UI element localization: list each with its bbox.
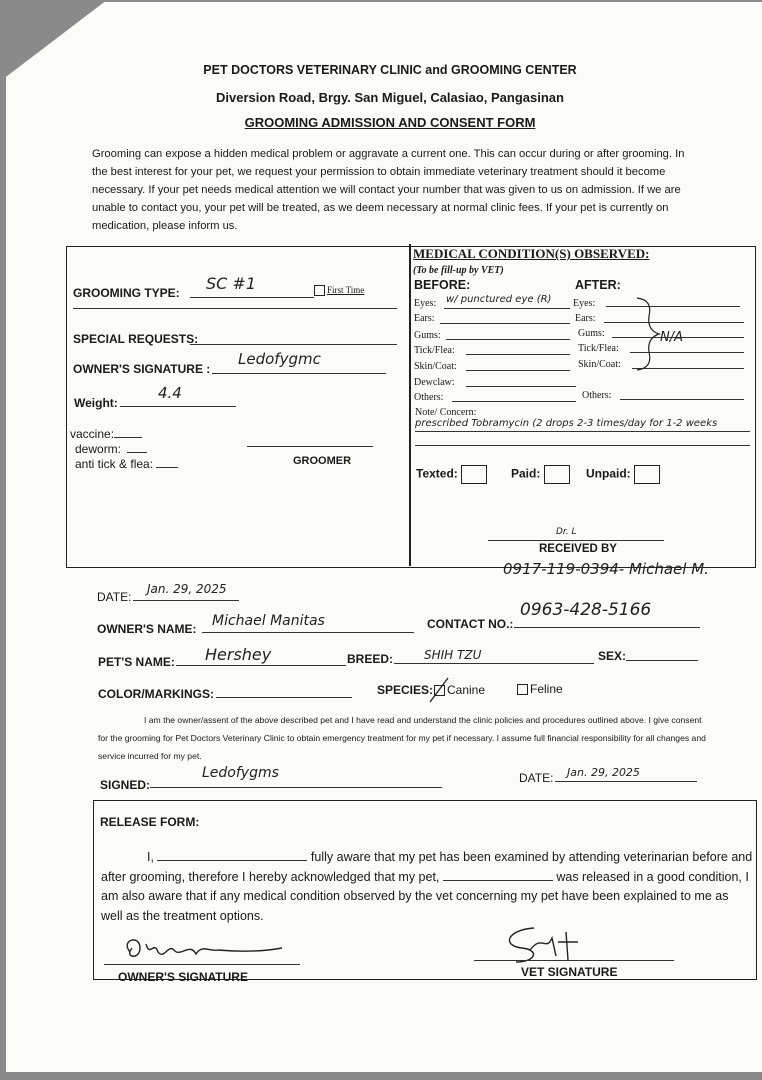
vaccine-line[interactable]	[114, 437, 142, 438]
dewclaw-label: Dewclaw:	[414, 377, 455, 388]
vaccine-label: vaccine:	[70, 427, 115, 441]
ears-before-line[interactable]	[440, 323, 570, 324]
breed-line	[394, 663, 594, 664]
feline-checkbox[interactable]	[517, 684, 528, 695]
sex-label: SEX:	[598, 649, 627, 663]
owner-sig-line	[104, 964, 300, 965]
tick-after-label: Tick/Flea:	[578, 343, 619, 354]
paid-checkbox[interactable]	[544, 465, 570, 484]
owner-signature-value: Ledofygmc	[238, 350, 321, 368]
after-label: AFTER:	[575, 278, 621, 292]
color-label: COLOR/MARKINGS:	[98, 687, 214, 701]
ears-before-label: Ears:	[414, 313, 435, 324]
contact-line	[514, 627, 700, 628]
box-divider	[409, 244, 411, 566]
grooming-type-label: GROOMING TYPE:	[73, 286, 180, 300]
date2-value[interactable]: Jan. 29, 2025	[567, 766, 640, 779]
skin-before-label: Skin/Coat:	[414, 361, 457, 372]
date-line	[133, 600, 239, 601]
owner-sig-label: OWNER'S SIGNATURE	[118, 970, 248, 984]
ears-after-label: Ears:	[575, 313, 596, 324]
vaccine-field	[70, 427, 142, 441]
texted-field	[416, 465, 487, 484]
tick-before-line[interactable]	[466, 354, 570, 355]
contact-label: CONTACT NO.:	[427, 617, 514, 631]
groomer-line	[247, 446, 373, 447]
weight-label: Weight:	[74, 396, 118, 410]
owner-signature-label: OWNER'S SIGNATURE :	[73, 362, 211, 376]
others-after-label: Others:	[582, 390, 612, 401]
date-value[interactable]: Jan. 29, 2025	[147, 582, 227, 596]
vet-sig-label: VET SIGNATURE	[521, 965, 618, 979]
signed-label: SIGNED:	[100, 778, 151, 792]
eyes-before-label: Eyes:	[414, 298, 437, 309]
gums-after-label: Gums:	[578, 328, 605, 339]
form-title: GROOMING ADMISSION AND CONSENT FORM	[244, 115, 536, 130]
skin-before-line[interactable]	[466, 370, 570, 371]
texted-checkbox[interactable]	[461, 465, 487, 484]
sex-line[interactable]	[626, 660, 698, 661]
feline-option[interactable]	[517, 682, 563, 696]
medical-title: MEDICAL CONDITION(S) OBSERVED:	[413, 246, 650, 261]
note-label: Note/ Concern:	[415, 407, 477, 418]
deworm-line[interactable]	[127, 452, 147, 453]
eyes-after-label: Eyes:	[573, 298, 596, 309]
breed-value[interactable]: SHIH TZU	[424, 648, 482, 662]
dewclaw-line[interactable]	[466, 386, 576, 387]
vet-release-signature	[496, 922, 596, 968]
medical-subtitle: (To be fill-up by VET)	[413, 265, 504, 276]
color-line[interactable]	[216, 697, 352, 698]
tick-before-label: Tick/Flea:	[414, 345, 455, 356]
release-title: RELEASE FORM:	[100, 815, 200, 829]
release-p2: fully aware that my pet has been examined by attending veterinarian before and after grooming, therefore I hereby acknowledged that my pet,	[101, 850, 753, 884]
others-after-line[interactable]	[620, 399, 744, 400]
received-by-value: Dr. L	[556, 527, 577, 537]
deworm-field	[75, 442, 147, 456]
clinic-name: PET DOCTORS VETERINARY CLINIC and GROOMING CENTER	[203, 63, 577, 77]
grooming-type-line	[190, 295, 314, 298]
owner-name-label: OWNER'S NAME:	[97, 622, 197, 636]
release-pet-line[interactable]	[443, 880, 553, 881]
vet-sig-line	[474, 960, 674, 961]
release-i: I,	[147, 850, 154, 864]
eyes-before-line	[444, 308, 570, 309]
date2-line	[555, 781, 697, 782]
eyes-before-value[interactable]: w/ punctured eye (R)	[446, 294, 552, 305]
first-time-label: First Time	[327, 285, 365, 295]
release-name-line[interactable]	[157, 860, 307, 861]
antitick-label: anti tick & flea:	[75, 457, 154, 471]
note-value[interactable]: prescribed Tobramycin (2 drops 2-3 times/day for 1-2 weeks	[415, 418, 718, 429]
pet-name-label: PET'S NAME:	[98, 655, 175, 669]
weight-line	[120, 406, 236, 407]
feline-label: Feline	[530, 682, 563, 696]
unpaid-checkbox[interactable]	[634, 465, 660, 484]
received-by-label: RECEIVED BY	[539, 543, 617, 555]
intro-paragraph: Grooming can expose a hidden medical problem or aggravate a current one. This can occur during or after grooming. In the best interest for your pet, we request your permission to obtain immediate veterinary treatment should it become necessary. If your pet needs medical attention we will contact your number that was given to us on admission. If we are unable to contact you, your pet will be treated, as we deem necessary at normal clinic fees. If your pet is currently on medication, please inform us.	[92, 148, 685, 232]
canine-check-mark	[428, 676, 452, 704]
groomer-label: GROOMER	[293, 455, 352, 467]
before-label: BEFORE:	[414, 278, 471, 292]
paid-field	[511, 465, 570, 484]
deworm-label: deworm:	[75, 442, 122, 456]
clinic-address: Diversion Road, Brgy. San Miguel, Calasiao, Pangasinan	[216, 90, 564, 105]
note-line-1	[415, 431, 750, 432]
release-paragraph	[101, 848, 753, 926]
skin-after-label: Skin/Coat:	[578, 359, 621, 370]
owner-name-value[interactable]: Michael Manitas	[212, 613, 325, 629]
paid-label: Paid:	[511, 466, 541, 481]
phone-note: 0917-119-0394- Michael M.	[503, 560, 709, 578]
pet-name-line	[176, 665, 346, 666]
owner-name-line	[202, 632, 414, 633]
gums-before-label: Gums:	[414, 330, 441, 341]
date2-label: DATE:	[519, 771, 554, 785]
owner-signature-line	[212, 373, 386, 374]
date-label: DATE:	[97, 590, 132, 604]
antitick-line[interactable]	[156, 467, 178, 468]
contact-value[interactable]: 0963-428-5166	[520, 600, 652, 620]
first-time-checkbox[interactable]	[314, 285, 325, 296]
others-before-line[interactable]	[452, 401, 576, 402]
special-requests-label: SPECIAL REQUESTS:	[73, 332, 199, 346]
note-line-2[interactable]	[415, 445, 750, 446]
gums-before-line[interactable]	[446, 339, 570, 340]
first-time-field[interactable]	[314, 285, 364, 296]
ears-after-line[interactable]	[604, 322, 744, 323]
texted-label: Texted:	[416, 466, 458, 481]
eyes-after-line[interactable]	[606, 306, 740, 307]
weight-value[interactable]: 4.4	[158, 384, 182, 402]
grooming-type-value[interactable]: SC #1	[206, 274, 256, 293]
breed-label: BREED:	[347, 652, 394, 666]
release-p3: was released in a good condition, I am also aware that if any medical condition observed by the vet concerning my pet have been explained to me as well as the treatment options.	[101, 869, 749, 923]
species-label: SPECIES:	[377, 683, 434, 697]
pet-name-value[interactable]: Hershey	[205, 645, 272, 664]
unpaid-field	[586, 465, 660, 484]
signed-line	[150, 787, 442, 788]
antitick-field	[75, 457, 178, 471]
grooming-line-2	[73, 308, 397, 309]
others-before-label: Others:	[414, 392, 444, 403]
special-requests-line[interactable]	[190, 344, 397, 345]
canine-label: Canine	[447, 683, 486, 697]
signed-value: Ledofygms	[202, 765, 279, 781]
consent-text: I am the owner/assent of the above described pet and I have read and understand the clinic policies and procedures outlined above. I give consent for the grooming for Pet Doctors Veterinary Clinic to obtain emergency treatment for my pet if necessary. I assume full financial responsibility for all changes and service incurred for my pet.	[98, 715, 706, 761]
unpaid-label: Unpaid:	[586, 466, 631, 481]
received-by-line	[488, 540, 664, 541]
after-value[interactable]: N/A	[660, 330, 683, 345]
